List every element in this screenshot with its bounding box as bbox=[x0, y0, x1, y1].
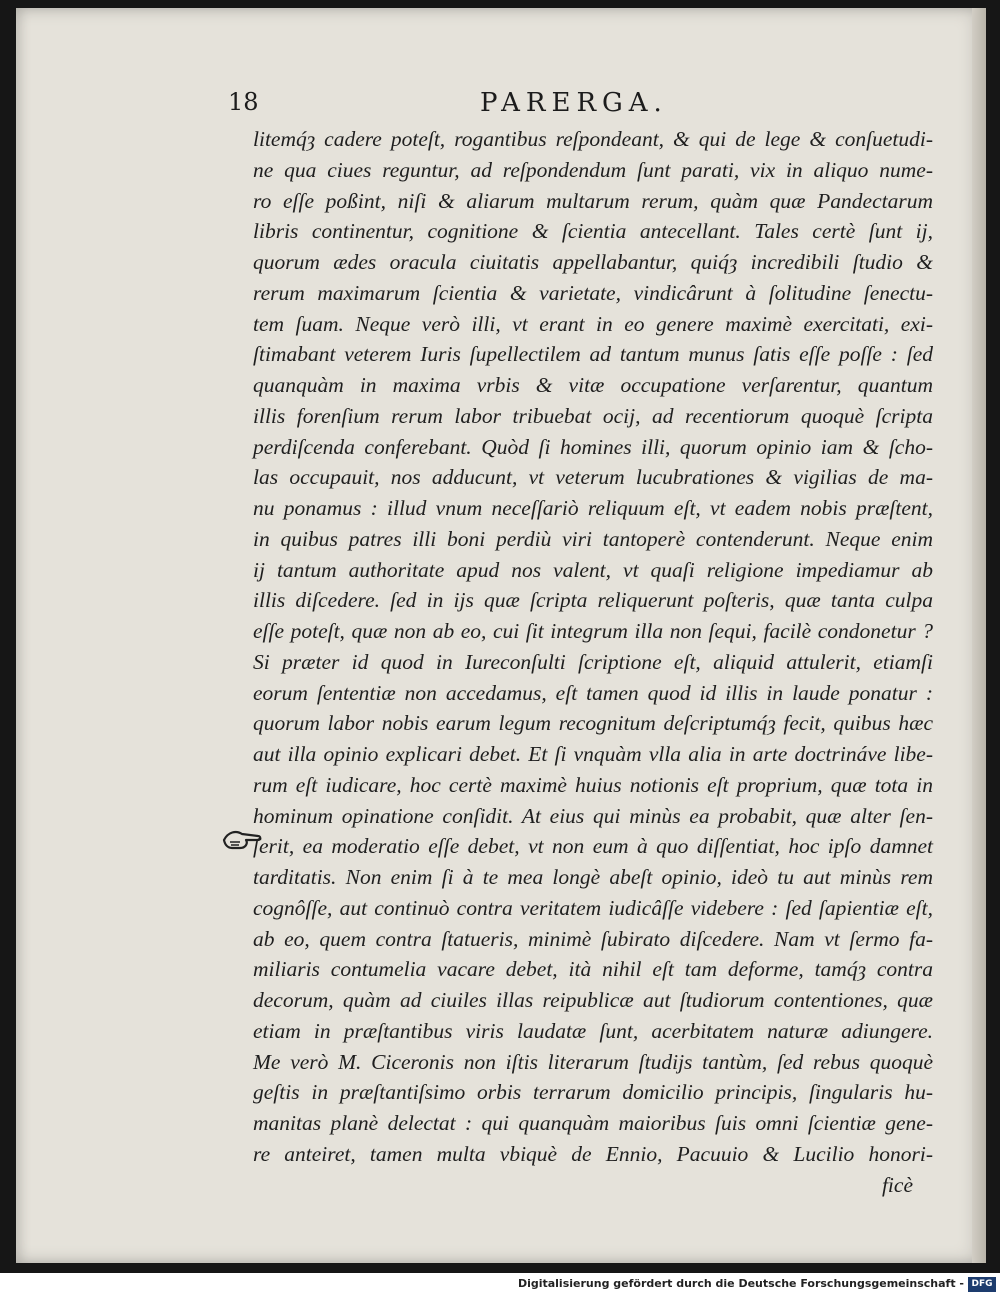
catchword: ficè bbox=[881, 1172, 913, 1197]
text-line: perdiſcenda conferebant. Quòd ſi homines illi, quorum opinio iam & ſcho- bbox=[253, 434, 933, 459]
text-line: rum eſt iudicare, hoc certè maximè huius notionis eſt proprium, quæ tota in bbox=[253, 772, 933, 797]
funding-credit: Digitalisierung gefördert durch die Deutsche Forschungsgemeinschaft - bbox=[517, 1277, 964, 1290]
body-text bbox=[253, 124, 933, 1200]
text-line: litemq́ȝ cadere poteſt, rogantibus reſpondeant, & qui de lege & conſuetudi- bbox=[253, 127, 933, 151]
text-line: cognôſſe, aut continuò contra veritatem iudicâſſe videbere : ſed ſapientiæ eſt, bbox=[253, 895, 933, 920]
text-line: quorum ædes oracula ciuitatis appellabantur, quiq́ȝ incredibili ſtudio & bbox=[253, 250, 933, 274]
text-line: re anteiret, tamen multa vbiquè de Ennio, Pacuuio & Lucilio honori- bbox=[253, 1141, 933, 1166]
text-line: miliaris contumelia vacare debet, ità nihil eſt tam deforme, tamq́ȝ contra bbox=[253, 957, 933, 982]
text-line: aut illa opinio explicari debet. Et ſi vnquàm vlla alia in arte doctrináve libe- bbox=[253, 742, 933, 766]
text-line: manitas planè delectat : qui quanquàm maioribus ſuis omni ſcientiæ gene- bbox=[253, 1111, 933, 1135]
text-line: libris continentur, cognitione & ſcientia antecellant. Tales certè ſunt ij, bbox=[253, 219, 933, 244]
text-line: geſtis in præſtantiſsimo orbis terrarum domicilio principis, ſingularis hu- bbox=[253, 1080, 933, 1105]
text-line: quanquàm in maxima vrbis & vitæ occupatione verſarentur, quantum bbox=[253, 373, 933, 397]
page-header bbox=[0, 88, 1000, 122]
page-number: 18 bbox=[228, 88, 259, 116]
text-line: quorum labor nobis earum legum recognitum deſcriptumq́ȝ fecit, quibus hæc bbox=[253, 711, 933, 736]
text-line: etiam in præſtantibus viris laudatæ ſunt, acerbitatem naturæ adiungere. bbox=[253, 1018, 933, 1043]
text-line: ſerit, ea moderatio eſſe debet, vt non eum à quo diſſentiat, hoc ipſo damnet bbox=[253, 834, 933, 859]
text-line: ro eſſe poßint, niſi & aliarum multarum rerum, quàm quæ Pandectarum bbox=[253, 188, 933, 213]
text-line: eſſe poteſt, quæ non ab eo, cui ſit integrum illa non ſequi, facilè condonetur ? bbox=[253, 619, 933, 643]
text-line: las occupauit, nos adducunt, vt veterum lucubrationes & vigilias de ma- bbox=[253, 465, 933, 490]
text-line: illis diſcedere. ſed in ijs quæ ſcripta reliquerunt poſteris, quæ tanta culpa bbox=[253, 588, 933, 613]
text-line: ij tantum authoritate apud nos valent, vt quaſi religione impediamur ab bbox=[253, 557, 933, 582]
dfg-logo: DFG bbox=[968, 1277, 996, 1292]
text-line: ſtimabant veterem Iuris ſupellectilem ad tantum munus ſatis eſſe poſſe : ſed bbox=[253, 342, 933, 367]
digitization-footer bbox=[0, 1273, 1000, 1297]
text-line: nu ponamus : illud vnum neceſſariò reliquum eſt, vt eadem nobis præſtent, bbox=[253, 496, 933, 520]
text-line: illis forenſium rerum labor tribuebat ocij, ad recentiorum quoquè ſcripta bbox=[253, 403, 933, 428]
text-line: rerum maximarum ſcientia & varietate, vindicârunt à ſolitudine ſenectu- bbox=[253, 280, 933, 305]
text-line: Si præter id quod in Iureconſulti ſcriptione eſt, aliquid attulerit, etiamſi bbox=[253, 649, 933, 674]
text-line: hominum opinatione conſidit. At eius qui minùs ea probabit, quæ alter ſen- bbox=[253, 803, 933, 828]
text-line: ab eo, quem contra ſtatueris, minimè ſubirato diſcedere. Nam vt ſermo fa- bbox=[253, 926, 933, 951]
text-line: Me verò M. Ciceronis non iſtis literarum ſtudijs tantùm, ſed rebus quoquè bbox=[253, 1049, 933, 1074]
text-line: tem ſuam. Neque verò illi, vt erant in eo genere maximè exercitati, exi- bbox=[253, 311, 933, 336]
text-line: in quibus patres illi boni perdiù viri tantoperè contenderunt. Neque enim bbox=[253, 526, 933, 551]
running-title: PARERGA. bbox=[480, 88, 668, 118]
text-line: eorum ſententiæ non accedamus, eſt tamen quod id illis in laude ponatur : bbox=[253, 680, 933, 705]
text-line: decorum, quàm ad ciuiles illas reipublicæ aut ſtudiorum contentiones, quæ bbox=[253, 988, 933, 1012]
text-line: tarditatis. Non enim ſi à te mea longè abeſt opinio, ideò tu aut minùs rem bbox=[253, 865, 933, 889]
text-line: ne qua ciues reguntur, ad reſpondendum ſunt parati, vix in aliquo nume- bbox=[253, 157, 933, 182]
page-edge bbox=[972, 8, 986, 1263]
